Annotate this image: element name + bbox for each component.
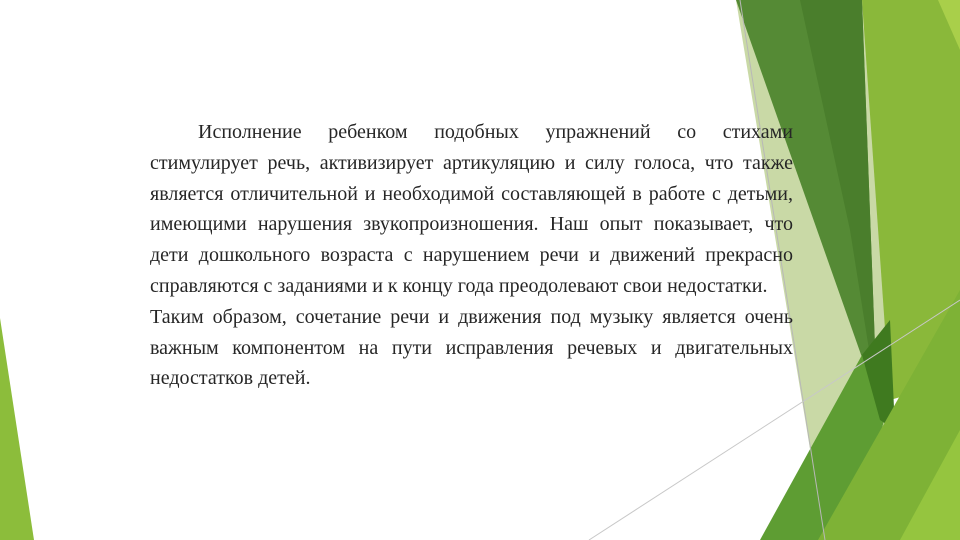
main-text-block: [150, 117, 793, 394]
paragraph-2: Таким образом, сочетание речи и движения под музыку является очень важным компонентом на пути исправления речевых и двигательных недостатков детей.: [150, 305, 793, 390]
left-green-triangle: [0, 318, 34, 540]
paragraph-1: Исполнение ребенком подобных упражнений со стихами стимулирует речь, активизирует артикуляцию и силу голоса, что также является отличительной и необходимой составляющей в работе с детьми, имеющими нарушения звукопроизношения. Наш опыт показывает, что дети дошкольного возраста с нарушением речи и движений прекрасно справляются с заданиями и к концу года преодолевают свои недостатки.: [150, 121, 793, 297]
